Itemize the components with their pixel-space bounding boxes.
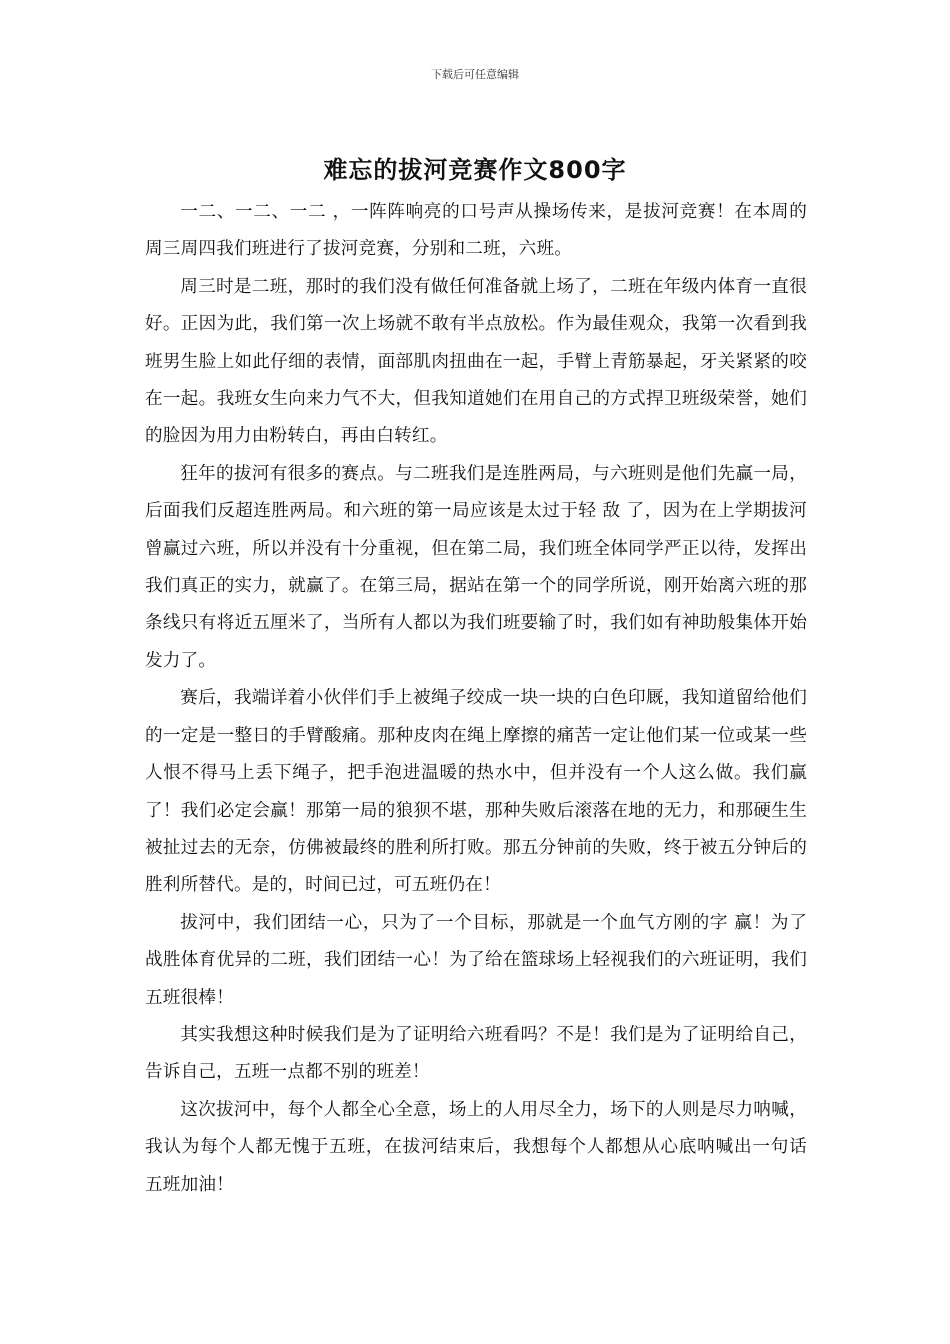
paragraph-3: 狂年的拔河有很多的赛点。与二班我们是连胜两局，与六班则是他们先赢一局，后面我们反超连胜两局。和六班的第一局应该是太过于轻 敌 了，因为在上学期拔河曾赢过六班，所以并没有十分重视，但在第二局，我们班全体同学严正以待，发挥出我们真正的实力，就赢了。在第三局，据站在第一个的同学所说，刚开始离六班的那条线只有将近五厘米了，当所有人都以为我们班要输了时，我们如有神助般集体开始发力了。 (145, 463, 807, 671)
paragraph-1: 一二、一二、一二 ，一阵阵响亮的口号声从操场传来，是拔河竞赛！在本周的周三周四我们班进行了拔河竞赛，分别和二班，六班。 (145, 202, 807, 260)
paragraph-5: 拔河中，我们团结一心，只为了一个目标，那就是一个血气方刚的字 赢！为了战胜体育优异的二班，我们团结一心！为了给在篮球场上轻视我们的六班证明，我们五班很棒！ (145, 912, 807, 1008)
header-note: 下载后可任意编辑 (431, 68, 519, 81)
paragraph-4: 赛后，我端详着小伙伴们手上被绳子绞成一块一块的白色印厩，我知道留给他们的一定是一整日的手臂酸痛。那种皮肉在绳上摩擦的痛苦一定让他们某一位或某一些人恨不得马上丢下绳子，把手泡进温暖的热水中，但并没有一个人这么做。我们赢了！我们必定会赢！那第一局的狼狈不堪，那种失败后滚落在地的无力，和那硬生生被扯过去的无奈，仿佛被最终的胜利所打败。那五分钟前的失败，终于被五分钟后的胜利所替代。是的，时间已过，可五班仍在！ (145, 688, 807, 896)
paragraph-6: 其实我想这种时候我们是为了证明给六班看吗？不是！我们是为了证明给自己，告诉自己，五班一点都不别的班差！ (145, 1024, 807, 1083)
paragraph-7: 这次拔河中，每个人都全心全意，场上的人用尽全力，场下的人则是尽力呐喊，我认为每个人都无愧于五班，在拔河结束后，我想每个人都想从心底呐喊出一句话 五班加油！ (145, 1099, 807, 1195)
paragraph-2: 周三时是二班，那时的我们没有做任何准备就上场了，二班在年级内体育一直很好。正因为此，我们第一次上场就不敢有半点放松。作为最佳观众，我第一次看到我班男生脸上如此仔细的表情，面部肌肉扭曲在一起，手臂上青筋暴起，牙关紧紧的咬在一起。我班女生向来力气不大，但我知道她们在用自己的方式捍卫班级荣誉，她们的脸因为用力由粉转白，再由白转红。 (145, 276, 807, 447)
document-body (145, 194, 807, 1204)
document-title: 难忘的拔河竞赛作文800字 (323, 156, 627, 184)
